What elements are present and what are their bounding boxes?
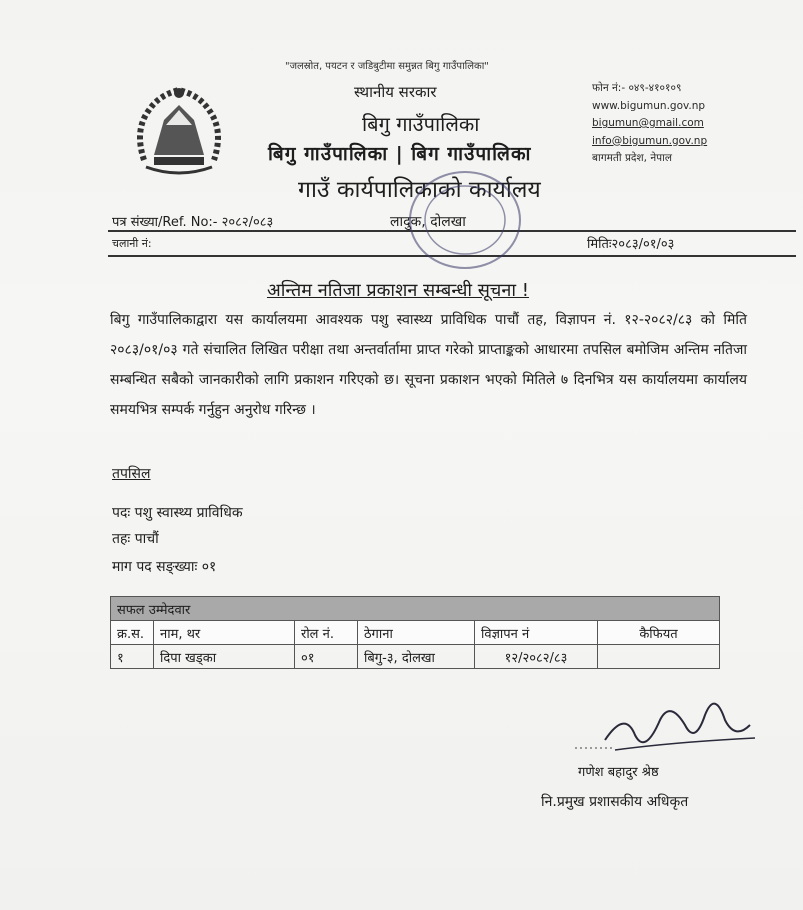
vacancy-count: माग पद सङ्ख्याः ०१ (112, 559, 217, 575)
col-header-sn: क्र.स. (111, 621, 154, 645)
details-heading: तपसिल (112, 466, 151, 482)
cell-ad-number: १२/२०८२/८३ (475, 645, 598, 669)
cell-roll: ०१ (295, 645, 358, 669)
col-header-address: ठेगाना (358, 621, 475, 645)
col-header-roll: रोल नं. (295, 621, 358, 645)
table-row (111, 645, 720, 669)
website-link[interactable]: www.bigumun.gov.np (592, 99, 706, 112)
table-caption: सफल उम्मेदवार (111, 597, 720, 621)
col-header-name: नाम, थर (154, 621, 295, 645)
cell-sn: १ (111, 645, 154, 669)
notice-title: अन्तिम नतिजा प्रकाशन सम्बन्धी सूचना ! (267, 280, 529, 301)
dispatch-number-label: चलानी नं: (112, 237, 152, 250)
signatory-name: गणेश बहादुर श्रेष्ठ (578, 765, 659, 780)
post-label: पदः पशु स्वास्थ्य प्राविधिक (112, 505, 243, 521)
office-name: गाउँ कार्यपालिकाको कार्यालय (298, 177, 541, 203)
level-label: तहः पाचौं (112, 531, 159, 547)
municipality-name: बिगु गाउँपालिका (362, 112, 480, 136)
col-header-remarks: कैफियत (598, 621, 720, 645)
cell-remarks (598, 645, 720, 669)
municipality-name-script: बिगु गाउँपालिका | बिग गाउँपालिका (268, 143, 532, 165)
letter-date: मितिः२०८३/०१/०३ (587, 237, 675, 252)
government-label: स्थानीय सरकार (354, 83, 437, 101)
motto: "जलस्रोत, पयटन र जडिबुटीमा समुन्नत बिगु गाउँपालिका" (285, 61, 489, 72)
email-link-info[interactable]: info@bigumun.gov.np (592, 134, 708, 147)
signatory-title: नि.प्रमुख प्रशासकीय अधिकृत (541, 794, 689, 810)
col-header-ad-number: विज्ञापन नं (475, 621, 598, 645)
email-link[interactable]: bigumun@gmail.com (592, 117, 704, 129)
table-caption-row (111, 597, 720, 621)
cell-name: दिपा खड्का (154, 645, 295, 669)
results-table (110, 596, 720, 669)
table-header-row (111, 621, 720, 645)
phone-number: फोन नं:- ०४९-४१०१०९ (592, 82, 682, 94)
place-label: लादुक, दोलखा (390, 214, 466, 230)
cell-address: बिगु-३, दोलखा (358, 645, 475, 669)
office-stamp-icon (400, 160, 530, 280)
address: बागमती प्रदेश, नेपाल (592, 152, 672, 164)
notice-body: बिगु गाउँपालिकाद्वारा यस कार्यालयमा आवश्यक पशु स्वास्थ्य प्राविधिक पाचौं तह, विज्ञापन नं. १२-२०८२/८३ को मिति २०८३/०१/०३ गते संचालित लिखित परीक्षा तथा अन्तर्वार्तामा प्राप्त गरेको प्राप्ताङ्कको आधारमा तपसिल बमोजिम अन्तिम नतिजा सम्बन्धित सबैको जानकारीको लागि प्रकाशन गरिएको छ। सूचना प्रकाशन भएको मितिले ७ दिनभित्र यस कार्यालयमा कार्यालय समयभित्र सम्पर्क गर्नुहुन अनुरोध गरिन्छ । (110, 312, 747, 418)
reference-number: पत्र संख्या/Ref. No:- २०८२/०८३ (112, 215, 274, 230)
contact-block (592, 80, 707, 168)
nepal-emblem-icon (124, 75, 234, 185)
